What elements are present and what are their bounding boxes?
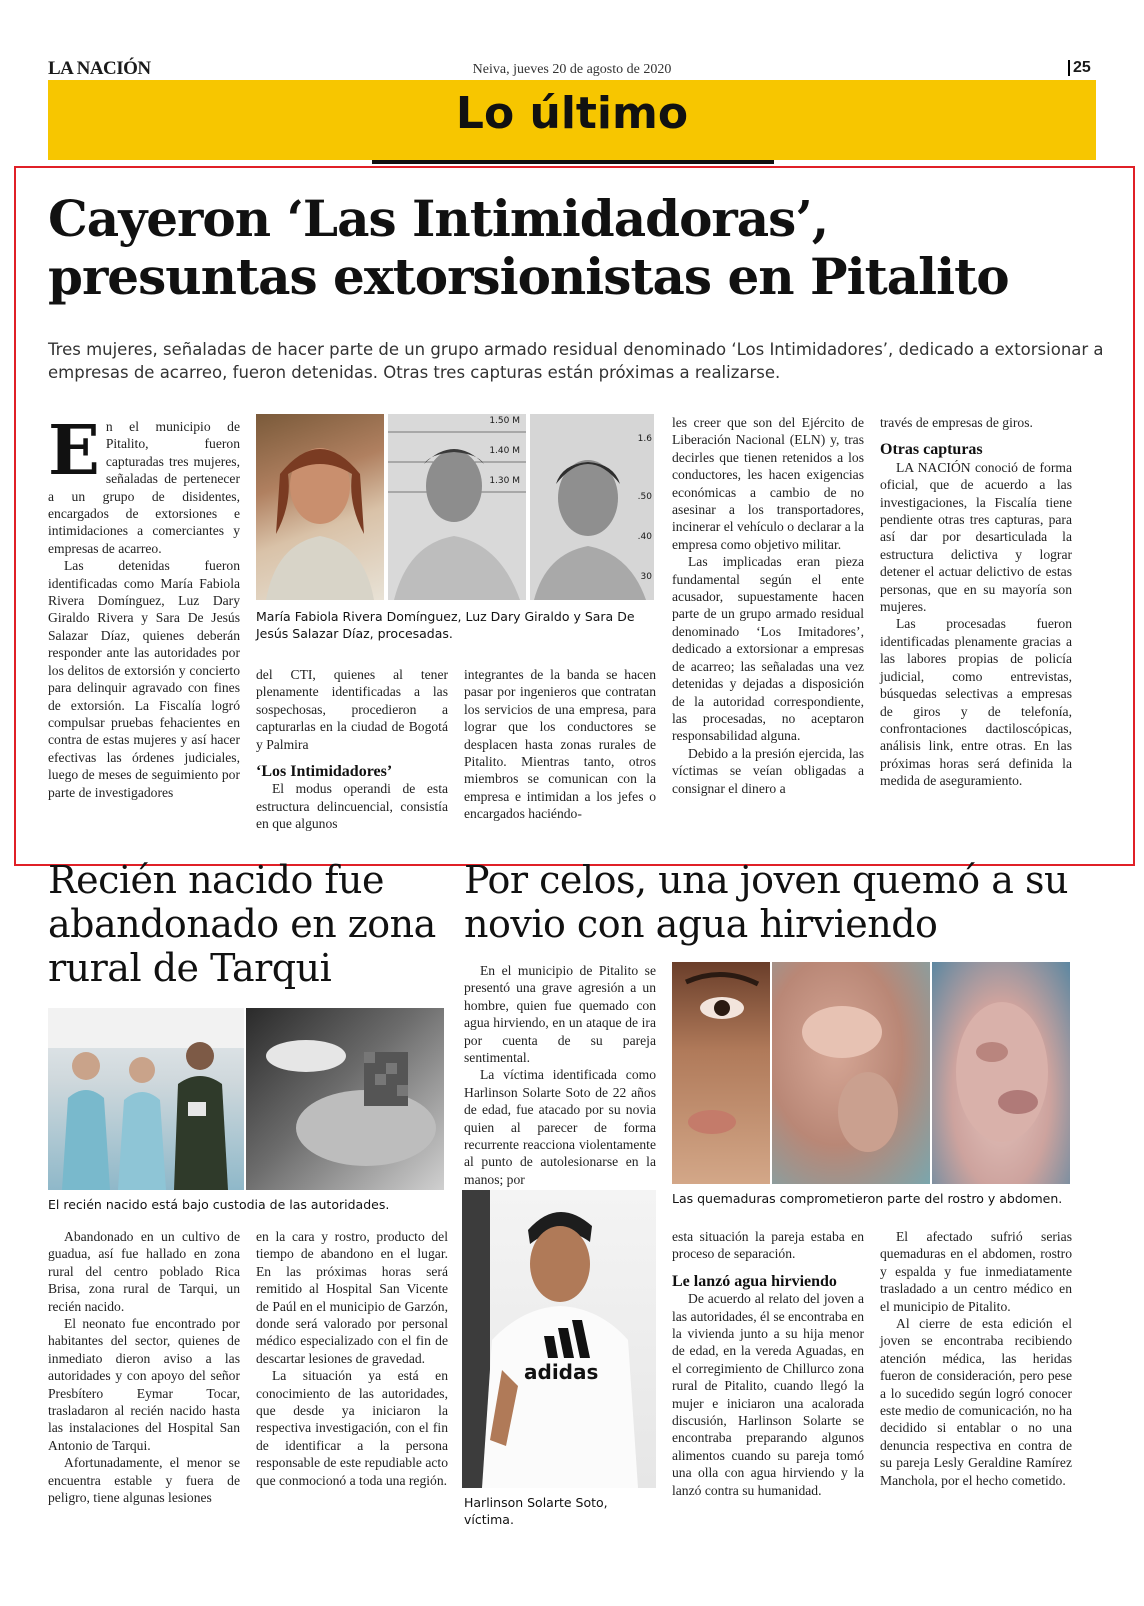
paragraph: del CTI, quienes al tener plenamente identificadas a las sospechosas, procedieron a capturarlas en la ciudad de Bogotá y Palmira [256, 667, 448, 752]
main-column-2 [256, 666, 448, 833]
paragraph: Al cierre de esta edición el joven se encontraba recibiendo atención médica, las heridas fueron de consideración, pero pese a lo sucedido según logró conocer este medio de comunicación, no ha decidido si entablar o no una denuncia respectiva en contra de su pareja Lesly Geraldine Ramírez Manchola, por el hecho cometido. [880, 1316, 1072, 1488]
subhead-los-intimidadores: ‘Los Intimidadores’ [256, 763, 393, 781]
baby-column-2 [256, 1228, 448, 1489]
mugshot-photo-2 [388, 414, 526, 600]
height-mark: .40 [637, 532, 652, 542]
paragraph: El modus operandi de esta estructura delincuencial, consistía en que algunos [256, 781, 448, 832]
dropcap: E [48, 411, 100, 491]
burn-photo-abdomen [932, 962, 1070, 1184]
main-column-4 [672, 414, 864, 797]
baby-headline: Recién nacido fue abandonado en zona rural de Tarqui [48, 858, 436, 990]
section-underline [372, 160, 774, 164]
paragraph: les creer que son del Ejército de Liberación Nacional (ELN) y, tras decirles que tienen retenidos a los conductores, les hacen exigencias económicas a cambio de no asesinar a los transportadores, incinerar el vehículo o declarar a la empresa como objetivo militar. [672, 415, 864, 552]
burn-column-2 [672, 1228, 864, 1499]
subhead-le-lanzo: Le lanzó agua hirviendo [672, 1272, 837, 1290]
page-dateline: Neiva, jueves 20 de agosto de 2020 [472, 62, 672, 77]
victim-portrait-photo [462, 1190, 656, 1488]
burn-column-3 [880, 1228, 1072, 1489]
mugshot-photo-1 [256, 414, 384, 600]
paragraph: El neonato fue encontrado por habitantes del sector, quienes de inmediato dieron aviso a las autoridades y con apoyo del señor Presbítero Eymar Tocar, trasladaron al recién nacido hasta las instalaciones del Hospital San Antonio de Tarqui. [48, 1316, 240, 1453]
paragraph: LA NACIÓN conoció de forma oficial, que de acuerdo a las investigaciones, la Fiscalía tiene pendiente otras tres capturas, para así dar por desarticulada la estructura delictiva y lograr detener el actuar delictivo de estas personas, que en su mayoría son mujeres. [880, 459, 1072, 615]
shirt-logo-text: adidas [524, 1360, 599, 1384]
main-headline: Cayeron ‘Las Intimidadoras’, presuntas extorsionistas en Pitalito [48, 189, 1009, 306]
paragraph: La situación ya está en conocimiento de las autoridades, que desde ya iniciaron la respectiva investigación, con el fin de identificar a la persona responsable de este repudiable acto que conmocionó a toda una región. [256, 1368, 448, 1488]
paragraph: integrantes de la banda se hacen pasar por ingenieros que contratan los servicios de una empresa, para lograr que los conductores se desplacen hasta zonas rurales de Pitalito. Mientras tanto, otros miembros se comunican con la empresa e intimidan a los jefes o encargados haciéndo- [464, 667, 656, 822]
mugshot-caption: María Fabiola Rivera Domínguez, Luz Dary Giraldo y Sara De Jesús Salazar Díaz, procesadas. [256, 609, 635, 641]
paragraph: n el municipio de Pitalito, fueron capturadas tres mujeres, señaladas de pertenecer a un grupo de disidentes, encargados de extorsiones e intimidaciones a comerciantes y empresas de acarreo. [48, 419, 240, 556]
paragraph: Abandonado en un cultivo de guadua, así fue hallado en zona rural del centro poblado Rica Brisa, zona rural de Tarqui, un recién nacido. [48, 1229, 240, 1314]
baby-column-1 [48, 1228, 240, 1507]
paragraph: Las detenidas fueron identificadas como María Fabiola Rivera Domínguez, Luz Dary Giraldo Rivera y Sara De Jesús Salazar Díaz, quienes deberán responder ante las autoridades por los delitos de extorsión y concierto para delinquir agravado con fines de extorsión. La Fiscalía logró compulsar pruebas fehacientes en contra de estas mujeres y así hacer efectivas las órdenes judiciales, luego de meses de seguimiento por parte de investigadores [48, 558, 240, 800]
subhead-otras-capturas: Otras capturas [880, 441, 983, 459]
height-mark: 1.30 M [489, 476, 520, 486]
paragraph: Las procesadas fueron identificadas plenamente gracias a las labores propias de policía judicial, como entrevistas, búsquedas selectivas a empresas de giros y de telefonía, confrontaciones dactiloscópicas, análisis link, entre otras. En las próximas horas será definida la medida de aseguramiento. [880, 616, 1072, 789]
paragraph: través de empresas de giros. [880, 415, 1033, 430]
height-mark: 1.40 M [489, 446, 520, 456]
paragraph: Debido a la presión ejercida, las víctimas se veían obligadas a consignar el dinero a [672, 745, 864, 796]
paragraph: La víctima identificada como Harlinson Solarte Soto de 22 años de edad, fue atacado por su novia quien al parecer de forma recurrente reacciona violentamente al punto de autolesionarse en la manos; por [464, 1067, 656, 1187]
baby-photo-caption: El recién nacido está bajo custodia de las autoridades. [48, 1197, 390, 1212]
paragraph: Afortunadamente, el menor se encuentra estable y fuera de peligro, tiene algunas lesiones [48, 1455, 240, 1506]
baby-photo-newborn [246, 1008, 444, 1190]
main-column-5 [880, 414, 1072, 790]
burn-photo-caption: Las quemaduras comprometieron parte del rostro y abdomen. [672, 1191, 1063, 1206]
height-mark: .50 [637, 492, 652, 502]
paragraph: En el municipio de Pitalito se presentó una grave agresión a un hombre, quien fue quemado con agua hirviendo, en un ataque de ira por cuenta de su pareja sentimental. [464, 963, 656, 1066]
burn-photo-wound [772, 962, 930, 1184]
main-column-3 [464, 666, 656, 823]
paragraph: De acuerdo al relato del joven a las autoridades, él se encontraba en la vivienda junto a su hija menor de edad, en la vereda Aguadas, en el corregimiento de Chillurco zona rural de Pitalito, cuando llegó la mujer e iniciaron una acalorada discusión, Harlinson Solarte se encontraba preparando algunos alimentos cuando su pareja tomó una olla con agua hirviendo y la lanzó contra su humanidad. [672, 1291, 864, 1498]
height-mark: 30 [640, 572, 652, 582]
mugshot-photo-3 [530, 414, 654, 600]
burn-column-1 [464, 962, 656, 1188]
height-mark: 1.6 [637, 434, 652, 444]
paragraph: esta situación la pareja estaba en proceso de separación. [672, 1229, 864, 1262]
paragraph: El afectado sufrió serias quemaduras en el abdomen, rostro y espalda y fue inmediatamente trasladado a un centro médico en el municipio de Pitalito. [880, 1229, 1072, 1314]
newspaper-masthead: LA NACIÓN [48, 58, 151, 79]
page-number: 25 [1068, 60, 1091, 76]
height-mark: 1.50 M [489, 416, 520, 426]
burn-headline: Por celos, una joven quemó a su novio con agua hirviendo [464, 858, 1068, 946]
main-column-1 [48, 411, 240, 801]
main-lead: Tres mujeres, señaladas de hacer parte de un grupo armado residual denominado ‘Los Intimidadores’, dedicado a extorsionar a empresas de acarreo, fueron detenidas. Otras tres capturas están próximas a realizarse. [48, 340, 1104, 382]
baby-photo-hospital [48, 1008, 244, 1190]
paragraph: Las implicadas eran pieza fundamental según el ente acusador, supuestamente hacen parte de un grupo armado residual denominado ‘Los Imitadores’, dedicado a extorsionar a empresas de acarreo; las señaladas una vez detenidas y dejadas a disposición de la autoridad correspondiente, las procesadas, no aceptaron responsabilidad alguna. [672, 554, 864, 744]
burn-photo-face [672, 962, 770, 1184]
paragraph: en la cara y rostro, producto del tiempo de abandono en el lugar. En las próximas horas será remitido al Hospital San Vicente de Paúl en el municipio de Garzón, donde será valorado por personal médico especializado con el fin de descartar lesiones de gravedad. [256, 1229, 448, 1366]
victim-portrait-caption: Harlinson Solarte Soto, víctima. [464, 1495, 608, 1527]
section-title: Lo último [455, 88, 689, 139]
